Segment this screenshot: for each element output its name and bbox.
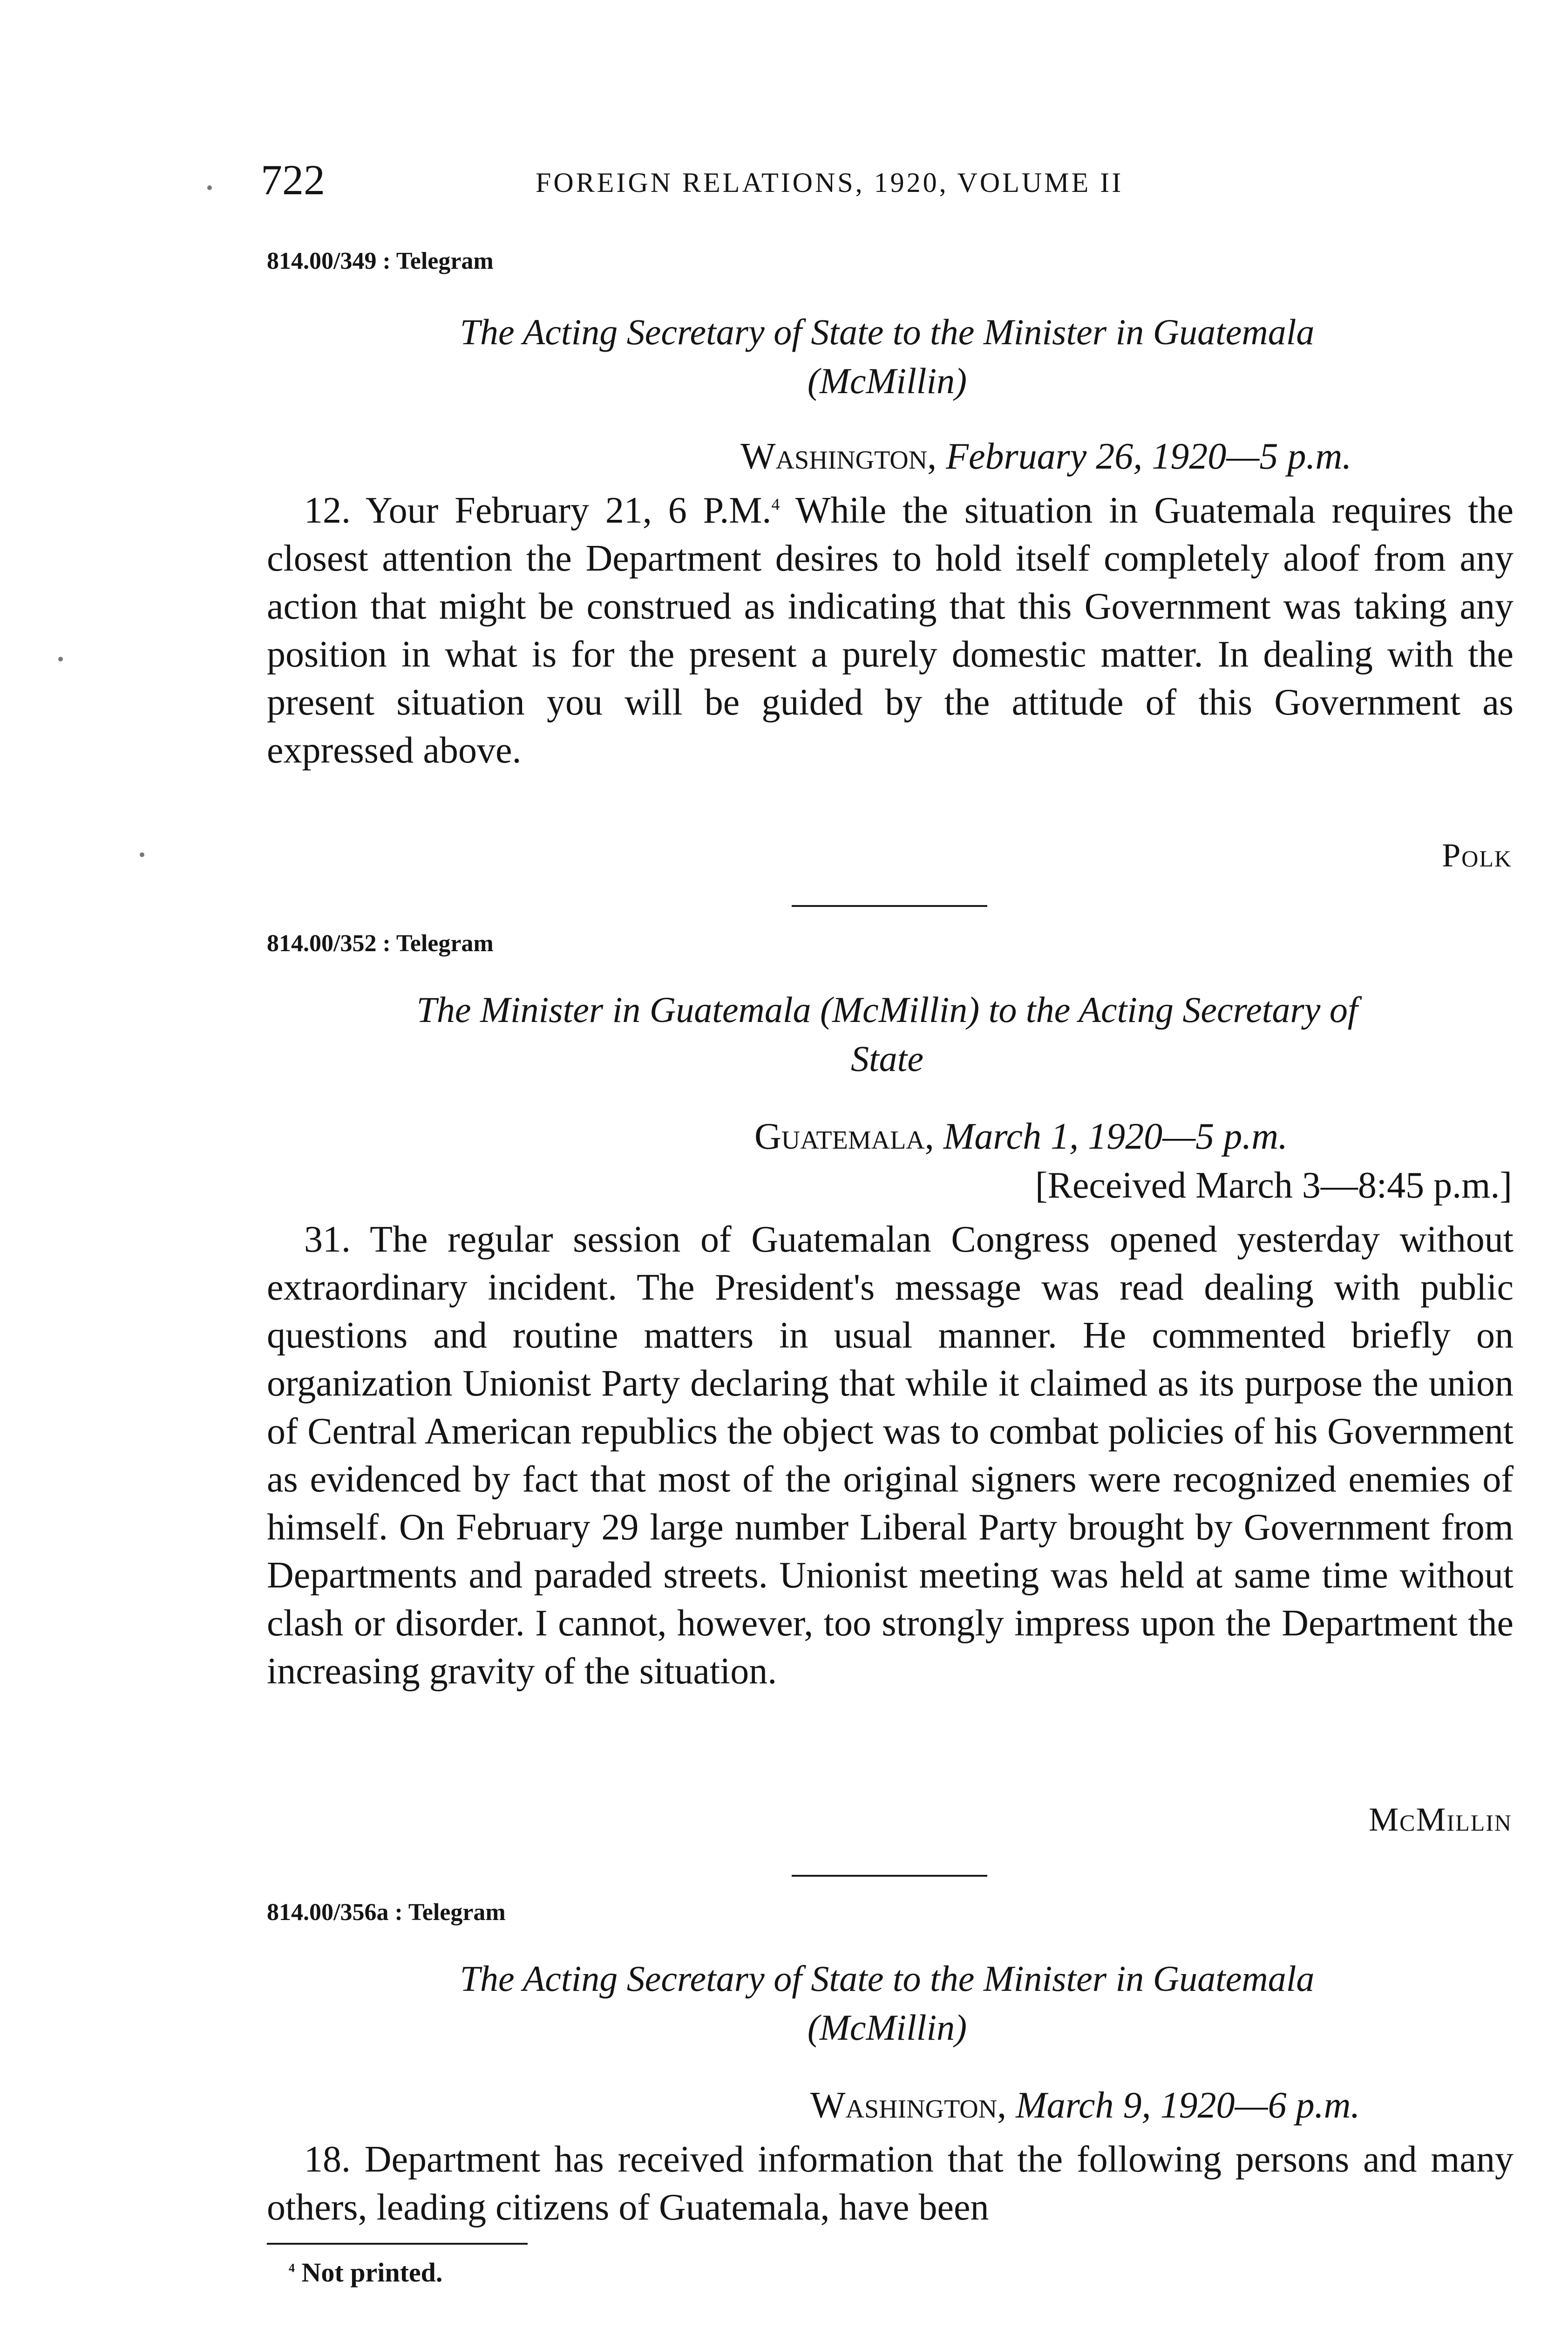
file-reference: 814.00/352 : Telegram [267, 930, 494, 957]
document-heading [261, 985, 1514, 1083]
heading-line: (McMillin) [807, 2007, 967, 2048]
telegram-body: 31. The regular session of Guatemalan Congress opened yesterday without extraordinary incident. The President's message was read dealing with public questions and routine matters in usual manner. He commented briefly on organization Unionist Party declaring that while it claimed as its purpose the union of Central American republics the object was to combat policies of his Government as evidenced by fact that most of the original signers were recognized enemies of himself. On February 29 large number Liberal Party brought by Government from Departments and paraded streets. Unionist meeting was held at same time without clash or disorder. I cannot, however, too strongly impress upon the Department the increasing gravity of the situation. [267, 1219, 1514, 1692]
body-text-start: 12. Your February 21, 6 P.M. [304, 490, 772, 531]
heading-line: The Acting Secretary of State to the Minister in Guatemala [460, 1958, 1315, 1999]
dateline-place: Washington, [740, 436, 937, 477]
dateline [740, 438, 1351, 475]
dateline-place: Guatemala, [754, 1116, 934, 1157]
footnote-text: Not printed. [301, 2257, 443, 2288]
dateline-place: Washington, [810, 2085, 1007, 2126]
dateline-date: March 1, 1920—5 p.m. [943, 1116, 1288, 1157]
body-text-rest: While the situation in Guatemala requires the closest attention the Department desires to hold itself completely aloof from any action that might be construed as indicating that this Government was taking any position in what is for the present a purely domestic matter. In dealing with the present situation you will be guided by the attitude of this Government as expressed above. [267, 490, 1514, 771]
page-number: 722 [261, 156, 325, 204]
dateline [810, 2087, 1360, 2124]
heading-line: The Minister in Guatemala (McMillin) to the Acting Secretary of [416, 989, 1358, 1030]
footnote-divider [267, 2243, 528, 2245]
dateline-date: March 9, 1920—6 p.m. [1016, 2085, 1360, 2126]
document-heading [261, 1954, 1514, 2052]
scan-speck [58, 657, 63, 661]
footnote-reference: 4 [771, 495, 780, 514]
heading-line: The Acting Secretary of State to the Minister in Guatemala [460, 312, 1315, 352]
signature: Polk [1442, 837, 1512, 874]
running-title: FOREIGN RELATIONS, 1920, VOLUME II [536, 167, 1124, 198]
dateline-date: February 26, 1920—5 p.m. [946, 436, 1352, 477]
file-reference: 814.00/349 : Telegram [267, 248, 494, 274]
document-heading [261, 307, 1514, 405]
dateline [754, 1118, 1288, 1155]
signature: McMillin [1369, 1801, 1512, 1838]
telegram-body: 18. Department has received information that the following persons and many others, leading citizens of Guatemala, have been [267, 2139, 1514, 2228]
file-reference: 814.00/356a : Telegram [267, 1899, 506, 1926]
heading-line: (McMillin) [807, 361, 967, 401]
scan-speck [207, 185, 212, 190]
heading-line: State [851, 1038, 923, 1079]
section-divider [792, 1875, 987, 1877]
footnote-marker: 4 [289, 2261, 295, 2275]
section-divider [792, 905, 987, 907]
footnote [289, 2259, 442, 2286]
scan-speck [140, 852, 144, 857]
received-note: [Received March 3—8:45 p.m.] [1035, 1165, 1512, 1206]
telegram-body [267, 487, 1514, 775]
